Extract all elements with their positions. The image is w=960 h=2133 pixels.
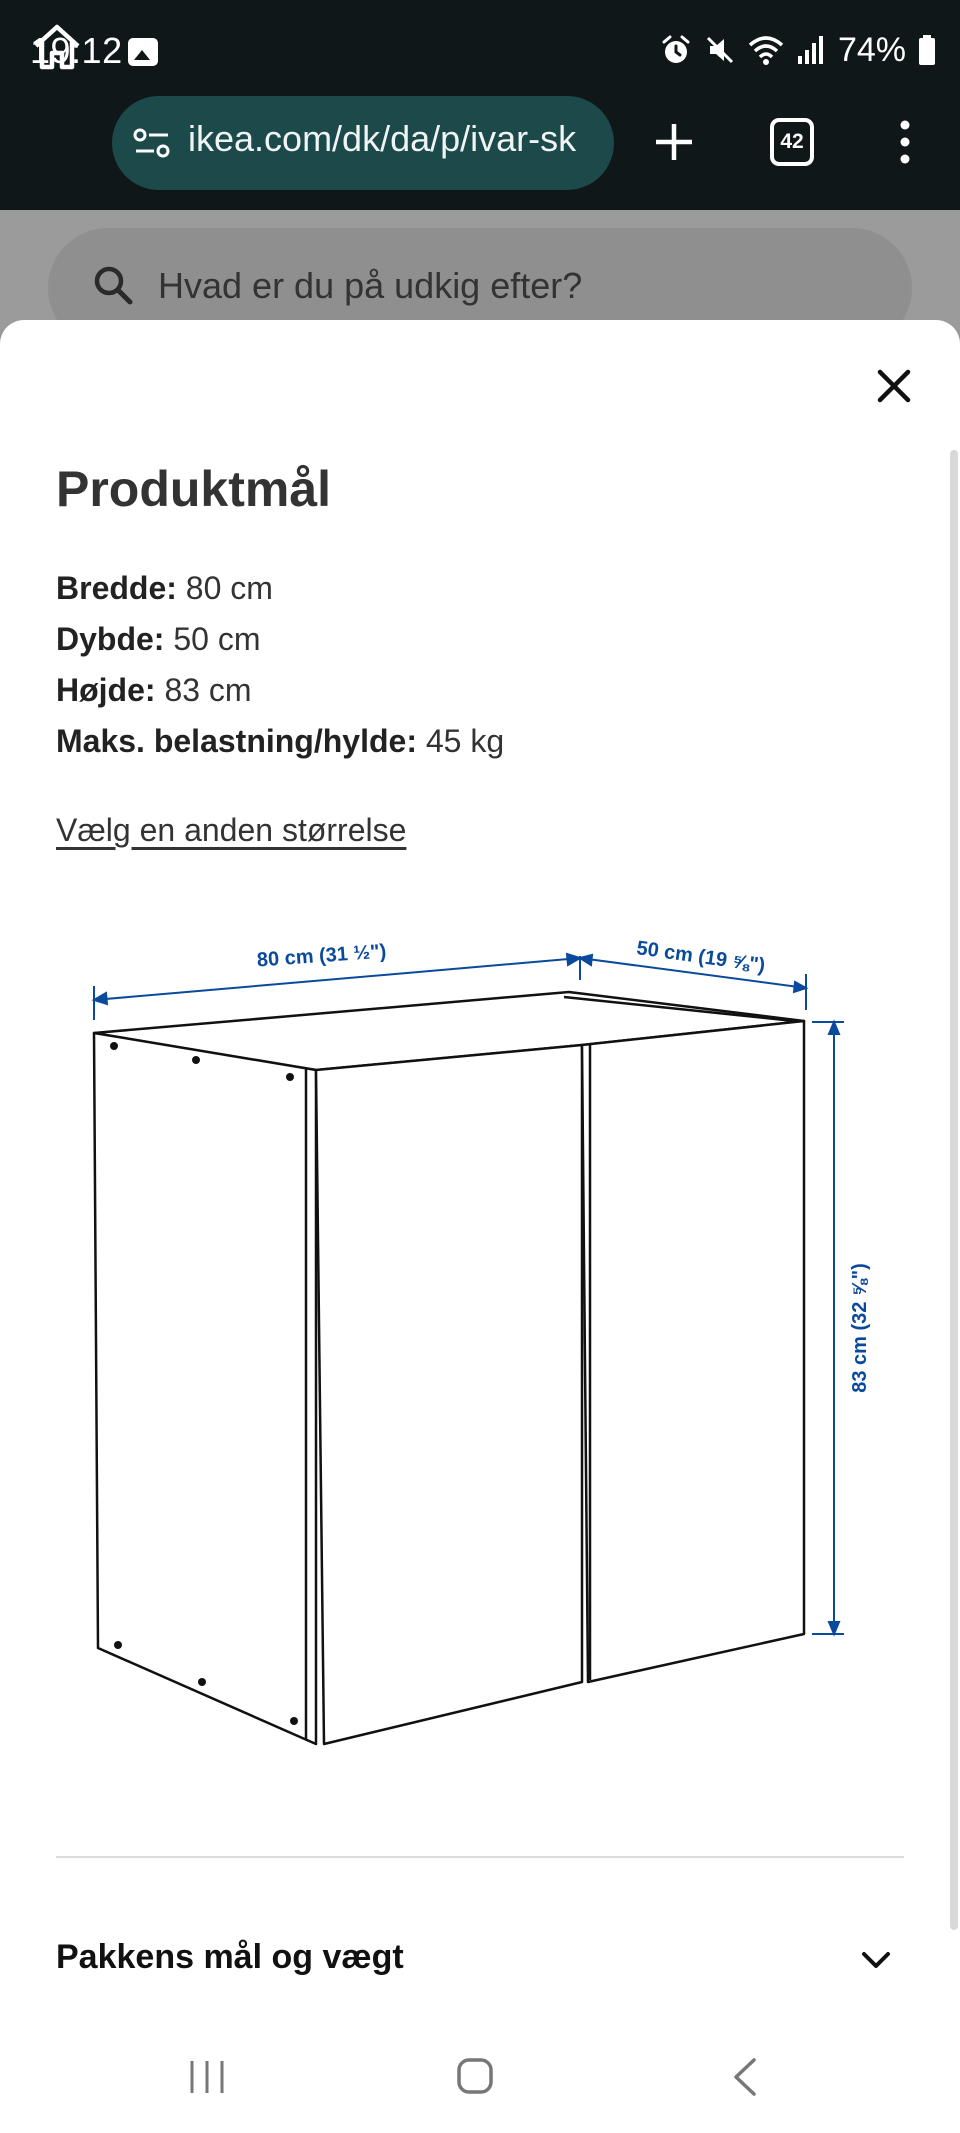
gallery-icon — [128, 38, 158, 66]
recent-apps-icon[interactable] — [186, 2058, 228, 2096]
spec-width — [56, 570, 273, 607]
site-settings-icon[interactable] — [132, 127, 172, 159]
depth-dimension-label: 50 cm (19 ⅝") — [635, 937, 767, 977]
status-time: 19:12 — [30, 30, 123, 71]
spec-label: Bredde: — [56, 570, 177, 606]
background-search-placeholder: Hvad er du på udkig efter? — [158, 265, 583, 306]
spec-max-load — [56, 723, 504, 760]
back-icon[interactable] — [730, 2056, 760, 2098]
close-icon[interactable] — [872, 364, 916, 408]
wifi-icon — [748, 34, 784, 66]
height-dimension — [812, 1022, 844, 1634]
home-nav-icon[interactable] — [456, 2056, 494, 2096]
sheet-title: Produktmål — [56, 461, 332, 517]
spec-label: Højde: — [56, 672, 156, 708]
sheet-scrollbar[interactable] — [950, 450, 958, 1930]
width-dimension-label: 80 cm (31 ½") — [256, 940, 387, 972]
cabinet-outline — [94, 992, 804, 1744]
home-icon[interactable] — [30, 20, 84, 74]
spec-label: Dybde: — [56, 621, 165, 657]
section-divider — [56, 1856, 904, 1858]
status-icons — [660, 28, 936, 72]
spec-depth — [56, 621, 260, 658]
spec-value: 83 cm — [164, 672, 252, 708]
spec-value: 45 kg — [425, 723, 505, 759]
alarm-icon — [660, 34, 692, 66]
url-text[interactable]: ikea.com/dk/da/p/ivar-sk — [188, 118, 577, 159]
package-dimensions-accordion[interactable]: Pakkens mål og vægt — [56, 1938, 404, 1976]
tab-switcher-button[interactable]: 42 — [770, 118, 814, 166]
status-bar — [0, 0, 960, 104]
mute-icon — [704, 34, 736, 66]
height-dimension-label: 83 cm (32 ⅝") — [849, 1263, 871, 1393]
battery-icon — [918, 34, 936, 66]
new-tab-icon[interactable] — [652, 120, 696, 164]
spec-value: 80 cm — [185, 570, 273, 606]
chevron-down-icon[interactable] — [860, 1944, 892, 1976]
search-icon — [92, 264, 134, 306]
product-dimension-drawing — [54, 920, 904, 1760]
signal-icon — [796, 34, 826, 66]
more-menu-icon[interactable] — [892, 118, 918, 166]
spec-height — [56, 672, 252, 709]
spec-value: 50 cm — [173, 621, 261, 657]
battery-percentage: 74% — [837, 30, 906, 69]
spec-label: Maks. belastning/hylde: — [56, 723, 417, 759]
choose-other-size-link[interactable]: Vælg en anden størrelse — [56, 812, 407, 848]
